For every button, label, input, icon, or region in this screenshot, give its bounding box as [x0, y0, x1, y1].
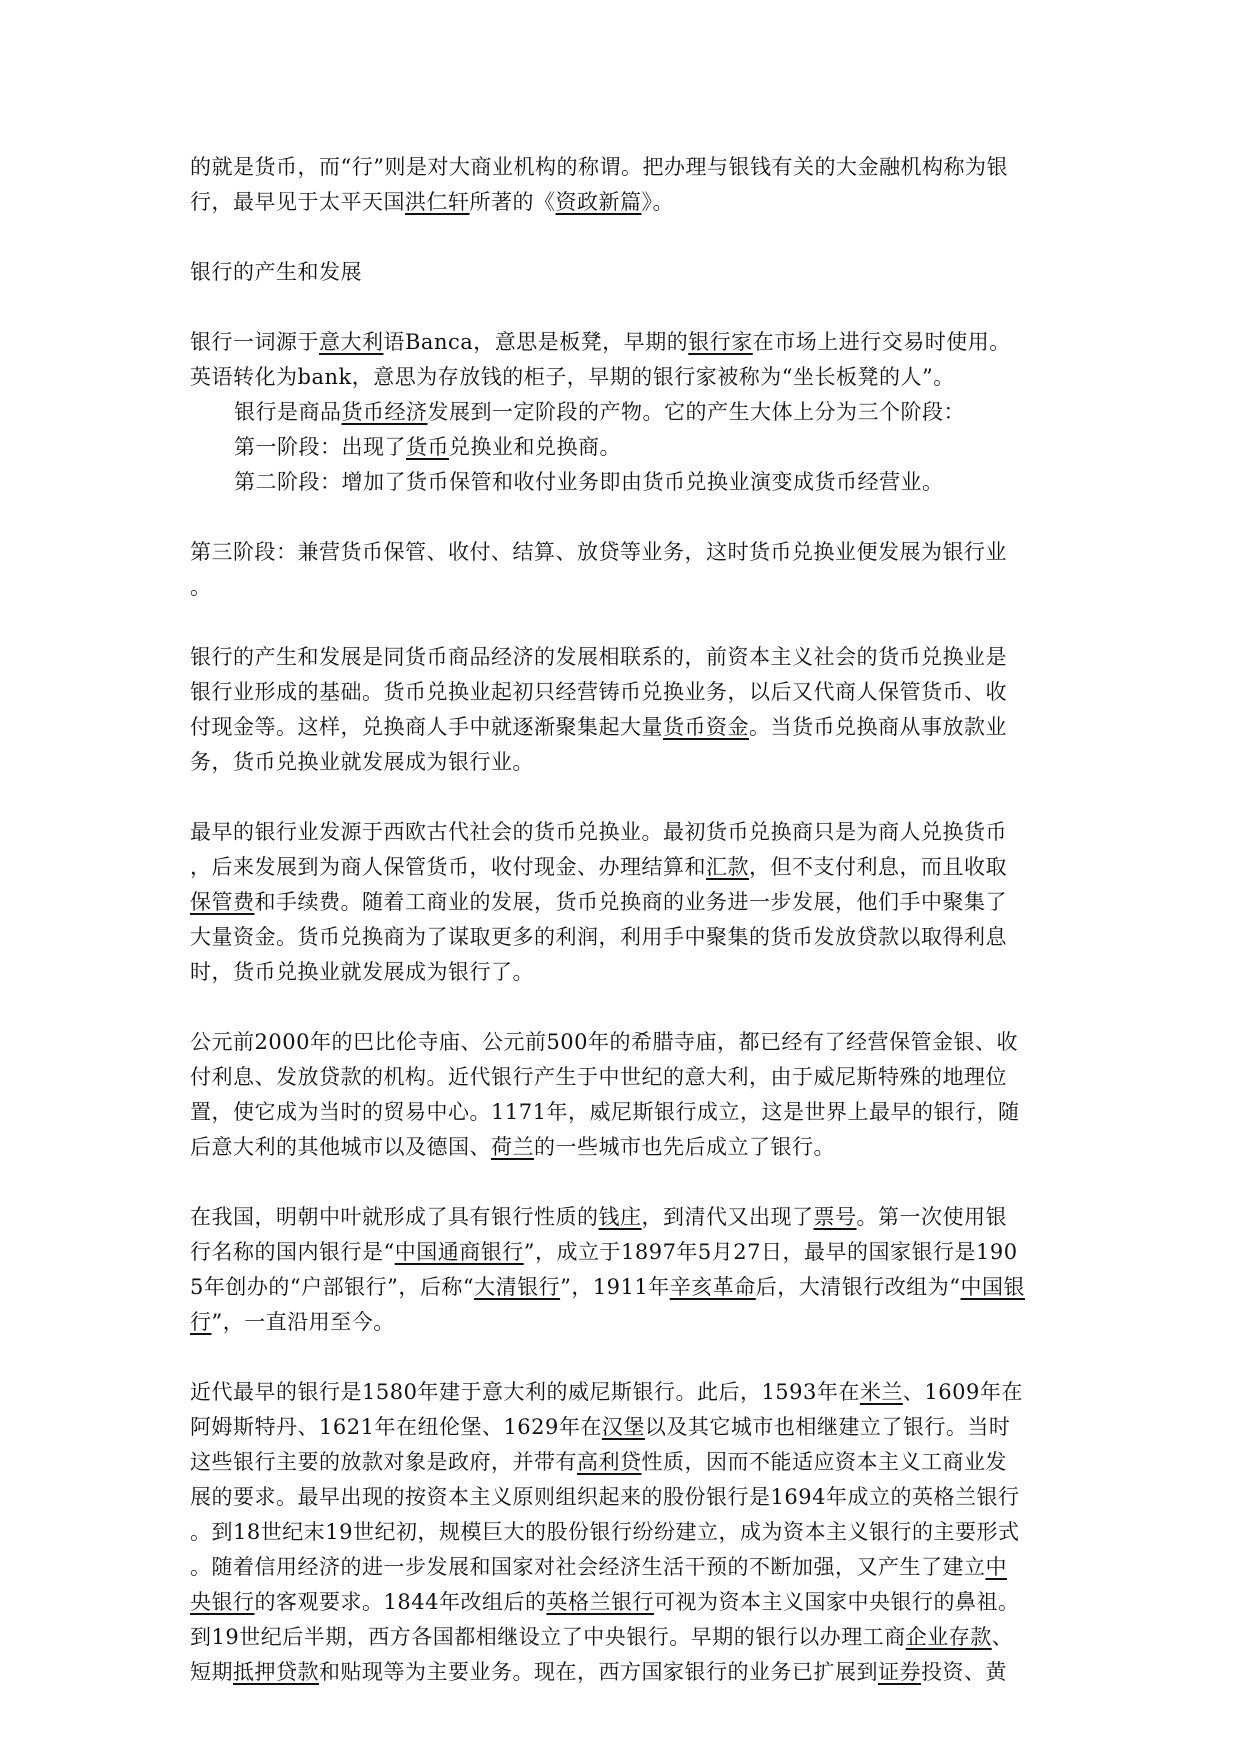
text-run: 投资、黄: [921, 1660, 1007, 1684]
paragraph: [190, 1025, 1050, 1165]
text-line: [190, 1305, 1050, 1340]
text-run: 。随着信用经济的进一步发展和国家对社会经济生活干预的不断加强，又产生了建立: [190, 1555, 986, 1579]
text-line: [190, 185, 1050, 220]
text-run: 这些银行主要的放款对象是政府，并带有: [190, 1450, 577, 1474]
text-line: [190, 850, 1050, 885]
text-run: ，但不支付利息，而且收取: [749, 855, 1007, 879]
text-run: 置，使它成为当时的贸易中心。1171年，威尼斯银行成立，这是世界上最早的银行，随: [190, 1100, 1020, 1124]
hyperlink[interactable]: 辛亥革命: [669, 1275, 756, 1299]
text-run: 到19世纪后半期，西方各国都相继设立了中央银行。早期的银行以办理工商: [190, 1625, 906, 1649]
hyperlink[interactable]: 荷兰: [491, 1135, 534, 1159]
text-run: 以及其它城市也相继建立了银行。当时: [644, 1415, 1011, 1439]
paragraph-gap: [190, 605, 1050, 640]
text-line: [190, 1060, 1050, 1095]
paragraph-gap: [190, 500, 1050, 535]
text-run: 银行的产生和发展是同货币商品经济的发展相联系的，前资本主义社会的货币兑换业是: [190, 645, 1007, 669]
text-run: 兑换业和兑换商。: [449, 435, 621, 459]
text-run: 付利息、发放贷款的机构。近代银行产生于中世纪的意大利，由于威尼斯特殊的地理位: [190, 1065, 1007, 1089]
hyperlink[interactable]: 证券: [878, 1660, 921, 1684]
hyperlink[interactable]: 中: [985, 1555, 1007, 1579]
paragraph: [190, 815, 1050, 990]
hyperlink[interactable]: 票号: [813, 1205, 857, 1229]
hyperlink[interactable]: 意大利: [319, 330, 384, 354]
text-run: 时，货币兑换业就发展成为银行了。: [190, 960, 534, 984]
text-line: [190, 395, 1050, 430]
text-run: 在我国，明朝中叶就形成了具有银行性质的: [190, 1205, 599, 1229]
text-run: 、1609年在: [902, 1380, 1023, 1404]
text-run: 和手续费。随着工商业的发展，货币兑换商的业务进一步发展，他们手中聚集了: [254, 890, 1007, 914]
paragraph: [190, 255, 1050, 290]
text-line: [190, 1655, 1050, 1690]
text-run: 近代最早的银行是1580年建于意大利的威尼斯银行。此后，1593年在: [190, 1380, 860, 1404]
text-run: ，后来发展到为商人保管货币，收付现金、办理结算和: [190, 855, 706, 879]
text-line: [190, 640, 1050, 675]
text-run: 阿姆斯特丹、1621年在纽伦堡、1629年在: [190, 1415, 602, 1439]
paragraph-gap: [190, 290, 1050, 325]
text-run: 英语转化为bank，意思为存放钱的柜子，早期的银行家被称为“坐长板凳的人”。: [190, 365, 955, 389]
text-run: 所著的《: [469, 190, 556, 214]
text-line: [190, 1375, 1050, 1410]
text-line: [190, 885, 1050, 920]
hyperlink[interactable]: 货币资金: [663, 715, 749, 739]
paragraph: [190, 535, 1050, 605]
paragraph: [190, 150, 1050, 220]
text-line: [190, 1620, 1050, 1655]
text-run: 银行业形成的基础。货币兑换业起初只经营铸币兑换业务，以后又代商人保管货币、收: [190, 680, 1007, 704]
text-run: 付现金等。这样，兑换商人手中就逐渐聚集起大量: [190, 715, 663, 739]
text-line: [190, 465, 1050, 500]
text-run: 的客观要求。1844年改组后的: [254, 1590, 547, 1614]
text-run: 。当货币兑换商从事放款业: [749, 715, 1007, 739]
text-run: 后意大利的其他城市以及德国、: [190, 1135, 491, 1159]
text-run: 银行的产生和发展: [190, 260, 362, 284]
paragraph: [190, 325, 1050, 500]
hyperlink[interactable]: 米兰: [859, 1380, 903, 1404]
text-line: [190, 325, 1050, 360]
text-line: [190, 360, 1050, 395]
text-line: [190, 1200, 1050, 1235]
hyperlink[interactable]: 银行家: [688, 330, 753, 354]
text-line: [190, 920, 1050, 955]
text-run: 在市场上进行交易时使用。: [752, 330, 1011, 354]
hyperlink[interactable]: 英格兰银行: [546, 1590, 654, 1614]
hyperlink[interactable]: 钱庄: [598, 1205, 642, 1229]
text-line: [190, 1515, 1050, 1550]
text-run: 大量资金。货币兑换商为了谋取更多的利润，利用手中聚集的货币发放贷款以取得利息: [190, 925, 1007, 949]
text-line: [190, 675, 1050, 710]
hyperlink[interactable]: 中国通商银行: [394, 1240, 524, 1264]
text-line: [190, 1270, 1050, 1305]
text-run: 可视为资本主义国家中央银行的鼻祖。: [653, 1590, 1020, 1614]
hyperlink[interactable]: 货币经济: [341, 400, 428, 424]
text-run: 发展到一定阶段的产物。它的产生大体上分为三个阶段：: [427, 400, 965, 424]
text-line: [190, 955, 1050, 990]
text-run: 行名称的国内银行是“: [190, 1240, 395, 1264]
hyperlink[interactable]: 大清银行: [474, 1275, 561, 1299]
text-line: [190, 1550, 1050, 1585]
text-line: [190, 710, 1050, 745]
text-run: 行，最早见于太平天国: [190, 190, 405, 214]
text-run: 银行是商品: [234, 400, 342, 424]
text-line: [190, 1480, 1050, 1515]
hyperlink[interactable]: 汉堡: [601, 1415, 645, 1439]
text-run: 展的要求。最早出现的按资本主义原则组织起来的股份银行是1694年成立的英格兰银行: [190, 1485, 1020, 1509]
hyperlink[interactable]: 企业存款: [905, 1625, 992, 1649]
paragraph-gap: [190, 780, 1050, 815]
text-run: 第一阶段：出现了: [234, 435, 406, 459]
hyperlink[interactable]: 央银行: [190, 1590, 255, 1614]
text-run: 的就是货币，而“行”则是对大商业机构的称谓。把办理与银钱有关的大金融机构称为银: [190, 155, 1008, 179]
text-run: 。到18世纪末19世纪初，规模巨大的股份银行纷纷建立，成为资本主义银行的主要形式: [190, 1520, 1020, 1544]
text-line: [190, 1130, 1050, 1165]
hyperlink[interactable]: 抵押贷款: [233, 1660, 319, 1684]
hyperlink[interactable]: 保管费: [190, 890, 255, 914]
paragraph: [190, 640, 1050, 780]
text-run: 5年创办的“户部银行”，后称“: [190, 1275, 475, 1299]
text-run: 。第一次使用银: [856, 1205, 1007, 1229]
text-run: 第三阶段：兼营货币保管、收付、结算、放贷等业务，这时货币兑换业便发展为银行业: [190, 540, 1007, 564]
paragraph-gap: [190, 990, 1050, 1025]
hyperlink[interactable]: 行: [190, 1310, 212, 1334]
document-body: [190, 150, 1050, 1690]
hyperlink[interactable]: 洪仁轩: [405, 190, 470, 214]
text-run: ”，一直沿用至今。: [211, 1310, 395, 1334]
text-line: [190, 815, 1050, 850]
text-run: 第二阶段：增加了货币保管和收付业务即由货币兑换业演变成货币经营业。: [234, 470, 944, 494]
text-line: [190, 1095, 1050, 1130]
text-line: [190, 1585, 1050, 1620]
text-run: 、: [991, 1625, 1014, 1649]
text-line: [190, 535, 1050, 570]
text-run: 》。: [641, 190, 674, 214]
text-run: 短期: [190, 1660, 233, 1684]
hyperlink[interactable]: 中国银: [960, 1275, 1026, 1299]
text-line: [190, 1235, 1050, 1270]
text-line: [190, 745, 1050, 780]
text-run: ”，成立于1897年5月27日，最早的国家银行是190: [523, 1240, 1018, 1264]
hyperlink[interactable]: 货币: [406, 435, 449, 459]
text-line: [190, 1445, 1050, 1480]
text-run: 最早的银行业发源于西欧古代社会的货币兑换业。最初货币兑换商只是为商人兑换货币: [190, 820, 1007, 844]
hyperlink[interactable]: 高利贷: [577, 1450, 642, 1474]
hyperlink[interactable]: 汇款: [706, 855, 749, 879]
paragraph-gap: [190, 1165, 1050, 1200]
text-run: 。: [190, 575, 212, 599]
text-line: [190, 255, 1050, 290]
text-line: [190, 1410, 1050, 1445]
text-run: 和贴现等为主要业务。现在，西方国家银行的业务已扩展到: [319, 1660, 878, 1684]
text-run: 银行一词源于: [190, 330, 319, 354]
paragraph-gap: [190, 220, 1050, 255]
text-run: 性质，因而不能适应资本主义工商业发: [641, 1450, 1007, 1474]
text-line: [190, 150, 1050, 185]
hyperlink[interactable]: 资政新篇: [555, 190, 642, 214]
text-run: 后，大清银行改组为“: [755, 1275, 961, 1299]
text-line: [190, 570, 1050, 605]
paragraph-gap: [190, 1340, 1050, 1375]
text-run: 的一些城市也先后成立了银行。: [534, 1135, 835, 1159]
text-line: [190, 1025, 1050, 1060]
text-line: [190, 430, 1050, 465]
text-run: 语Banca，意思是板凳，早期的: [383, 330, 689, 354]
paragraph: [190, 1200, 1050, 1340]
text-run: ，到清代又出现了: [641, 1205, 814, 1229]
paragraph: [190, 1375, 1050, 1690]
text-run: 公元前2000年的巴比伦寺庙、公元前500年的希腊寺庙，都已经有了经营保管金银、收: [190, 1030, 1019, 1054]
text-run: ”，1911年: [560, 1275, 670, 1299]
text-run: 务，货币兑换业就发展成为银行业。: [190, 750, 534, 774]
